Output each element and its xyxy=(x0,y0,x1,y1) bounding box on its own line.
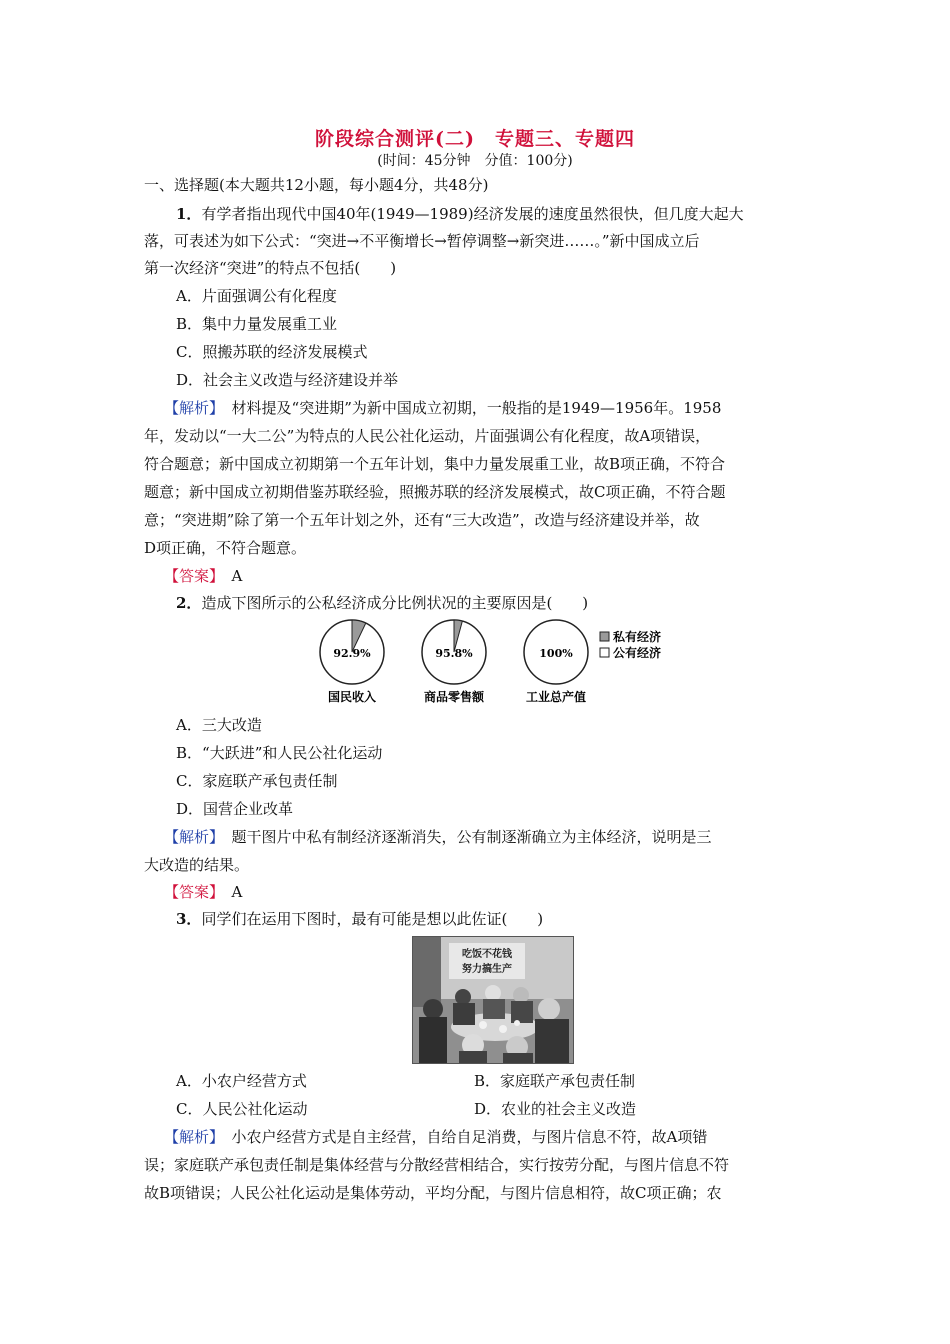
q3-option-d: D．农业的社会主义改造 xyxy=(474,1100,637,1118)
pie-center-label-2: 100% xyxy=(539,647,573,660)
q1-text: 有学者指出现代中国40年(1949—1989)经济发展的速度虽然很快，但几度大起大 xyxy=(201,205,744,223)
q3-option-a: A．小农户经营方式 xyxy=(176,1072,307,1090)
q1-stem-line-3: 第一次经济“突进”的特点不包括( ) xyxy=(144,259,397,277)
q2-analysis-line-1: 【解析】 题干图片中私有制经济逐渐消失，公有制逐渐确立为主体经济，说明是三 xyxy=(164,828,712,846)
q3-number: 3． xyxy=(176,910,202,928)
q1-option-d: D．社会主义改造与经济建设并举 xyxy=(176,371,399,389)
q1-analysis-tag: 【解析】 xyxy=(164,399,217,417)
q3-option-c: C．人民公社化运动 xyxy=(176,1100,308,1118)
q1-option-c: C．照搬苏联的经济发展模式 xyxy=(176,343,368,361)
pie-charts xyxy=(300,612,700,712)
q1-answer: 【答案】 A xyxy=(164,567,243,585)
q2-analysis-tag: 【解析】 xyxy=(164,828,217,846)
q1-answer-tag: 【答案】 xyxy=(164,567,217,585)
q1-analysis-line-5: 意；“突进期”除了第一个五年计划之外，还有“三大改造”，改造与经济建设并举，故 xyxy=(144,511,700,529)
pie-category-label-2: 工业总产值 xyxy=(525,690,587,704)
q2-number: 2． xyxy=(176,594,202,612)
photo-sign-line-1: 吃饭不花钱 xyxy=(462,949,512,960)
q1-analysis-line-6: D项正确，不符合题意。 xyxy=(144,539,307,557)
historical-photo xyxy=(412,936,574,1064)
q1-option-b: B．集中力量发展重工业 xyxy=(176,315,338,333)
pie-category-label-0: 国民收入 xyxy=(327,690,377,704)
legend-swatch-0 xyxy=(600,632,609,641)
q2-answer: 【答案】 A xyxy=(164,883,243,901)
legend-label-0: 私有经济 xyxy=(613,630,662,644)
pie-center-label-1: 95.8% xyxy=(435,647,473,660)
q3-analysis-line-2: 误；家庭联产承包责任制是集体经营与分散经营相结合，实行按劳分配，与图片信息不符 xyxy=(144,1156,730,1174)
legend-label-1: 公有经济 xyxy=(613,646,662,660)
section-heading: 一、选择题(本大题共12小题，每小题4分，共48分) xyxy=(144,176,489,194)
q3-option-b: B．家庭联产承包责任制 xyxy=(474,1072,636,1090)
pie-category-label-1: 商品零售额 xyxy=(423,690,485,704)
q2-option-b: B．“大跃进”和人民公社化运动 xyxy=(176,744,383,762)
q1-option-a: A．片面强调公有化程度 xyxy=(176,287,337,305)
q1-analysis-line-2: 年，发动以“一大二公”为特点的人民公社化运动，片面强调公有化程度，故A项错误， xyxy=(144,427,711,445)
q1-analysis-line-1: 【解析】 材料提及“突进期”为新中国成立初期，一般指的是1949—1956年。1958 xyxy=(164,399,722,417)
q3-analysis-line-1: 【解析】 小农户经营方式是自主经营，自给自足消费，与图片信息不符，故A项错 xyxy=(164,1128,708,1146)
page-subtitle: (时间：45分钟 分值：100分) xyxy=(377,153,573,169)
q2-analysis-line-2: 大改造的结果。 xyxy=(144,856,250,874)
q2-answer-tag: 【答案】 xyxy=(164,883,217,901)
q1-analysis-line-4: 题意；新中国成立初期借鉴苏联经验，照搬苏联的经济发展模式，故C项正确，不符合题 xyxy=(144,483,726,501)
q2-option-c: C．家庭联产承包责任制 xyxy=(176,772,338,790)
page-title: 阶段综合测评(二) 专题三、专题四 xyxy=(315,128,635,150)
q1-number: 1． xyxy=(176,205,202,223)
legend-swatch-1 xyxy=(600,648,609,657)
q3-analysis-line-3: 故B项错误；人民公社化运动是集体劳动，平均分配，与图片信息相符，故C项正确；农 xyxy=(144,1184,722,1202)
q2-stem: 2．造成下图所示的公私经济成分比例状况的主要原因是( ) xyxy=(176,594,589,612)
q3-analysis-tag: 【解析】 xyxy=(164,1128,217,1146)
q1-stem-line-2: 落，可表述为如下公式：“突进→不平衡增长→暂停调整→新突进……。”新中国成立后 xyxy=(144,232,700,250)
q3-stem: 3．同学们在运用下图时，最有可能是想以此佐证( ) xyxy=(176,910,544,928)
q2-option-a: A．三大改造 xyxy=(176,716,262,734)
q1-stem-line-1 xyxy=(176,204,744,224)
pie-center-label-0: 92.9% xyxy=(333,647,371,660)
photo-sign-line-2: 努力搞生产 xyxy=(462,964,512,975)
q2-option-d: D．国营企业改革 xyxy=(176,800,294,818)
q1-analysis-line-3: 符合题意；新中国成立初期第一个五年计划，集中力量发展重工业，故B项正确，不符合 xyxy=(144,455,726,473)
photo-illustration xyxy=(413,937,573,1063)
